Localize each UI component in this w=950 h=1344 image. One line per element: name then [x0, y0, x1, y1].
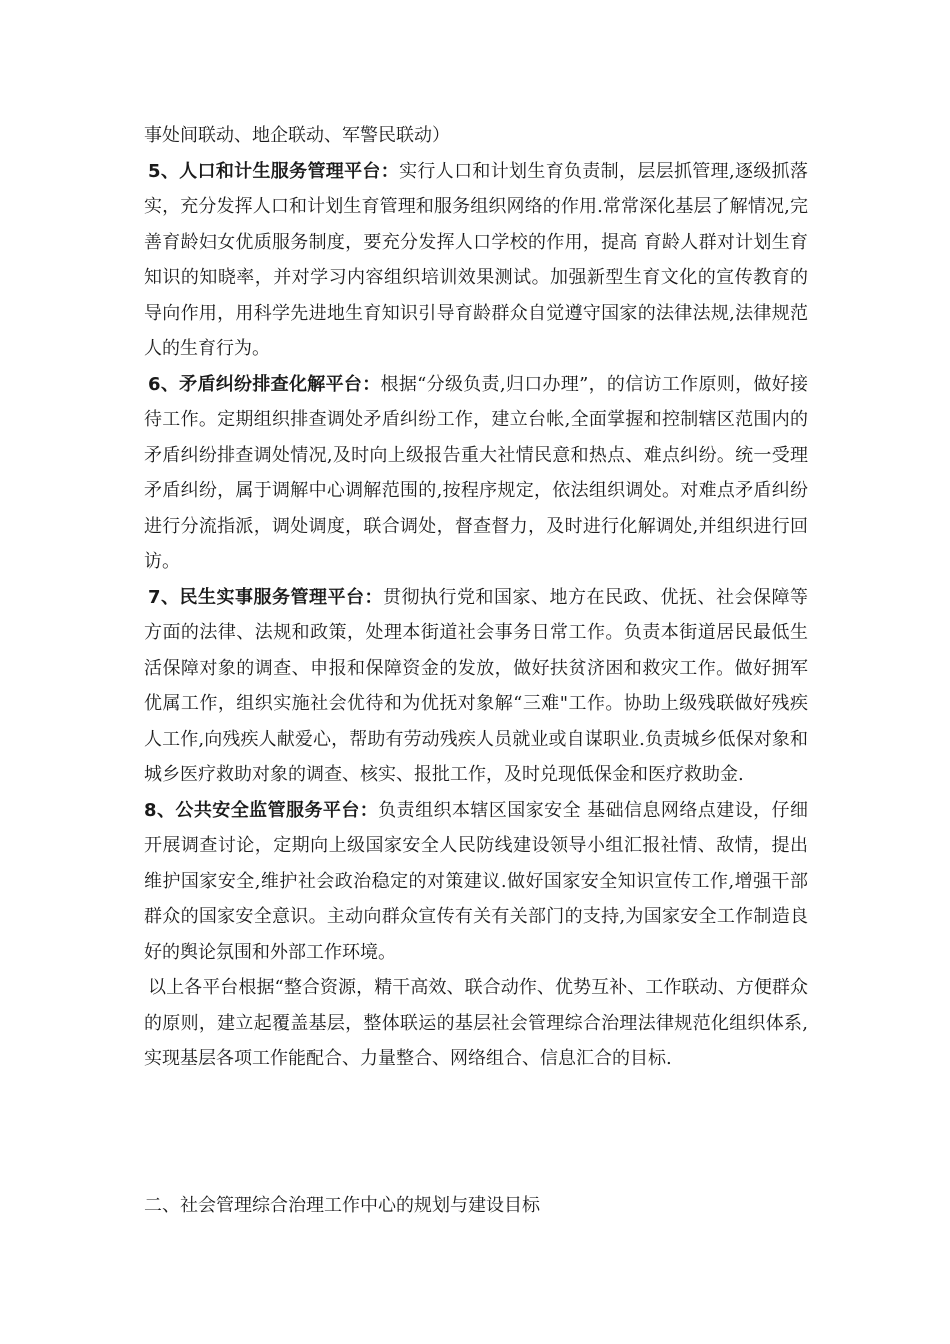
item-dispute-platform: [144, 367, 808, 580]
intro-line: 事处间联动、地企联动、军警民联动）: [144, 125, 450, 146]
item-body: 负责组织本辖区国家安全 基础信息网络点建设，仔细开展调查讨论，定期向上级国家安全人民防线建设领导小组汇报社情、敌情，提出维护国家安全,维护社会政治稳定的对策建议.做好国家安全知识宣传工作,增强干部群众的国家安全意识。主动向群众宣传有关有关部门的支持,为国家安全工作制造良好的舆论氛围和外部工作环境。: [144, 799, 808, 963]
item-heading: 7、民生实事服务管理平台：: [148, 586, 384, 608]
item-heading: 5、人口和计生服务管理平台：: [148, 160, 400, 182]
section-title: 二、社会管理综合治理工作中心的规划与建设目标: [144, 1195, 540, 1216]
item-heading: 8、公共安全监管服务平台：: [144, 799, 379, 821]
item-heading: 6、矛盾纠纷排查化解平台：: [148, 373, 381, 395]
item-body: 实行人口和计划生育负责制，层层抓管理,逐级抓落实，充分发挥人口和计划生育管理和服务组织网络的作用.常常深化基层了解情况,完善育龄妇女优质服务制度，要充分发挥人口学校的作用，提高 育龄人群对计划生育知识的知晓率，并对学习内容组织培训效果测试。加强新型生育文化的宣传教育的导向作用，用科学先进地生育知识引导育龄群众自觉遵守国家的法律法规,法律规范人的生育行为。: [144, 160, 808, 359]
summary-paragraph: 以上各平台根据“整合资源，精干高效、联合动作、优势互补、工作联动、方便群众的原则，建立起覆盖基层，整体联运的基层社会管理综合治理法律规范化组织体系,实现基层各项工作能配合、力量整合、网络组合、信息汇合的目标.: [144, 977, 808, 1069]
item-body: 贯彻执行党和国家、地方在民政、优抚、社会保障等方面的法律、法规和政策，处理本街道社会事务日常工作。负责本街道居民最低生活保障对象的调查、申报和保障资金的发放，做好扶贫济困和救灾工作。做好拥军优属工作，组织实施社会优待和为优抚对象解“三难"工作。协助上级残联做好残疾人工作,向残疾人献爱心，帮助有劳动残疾人员就业或自谋职业.负责城乡低保对象和城乡医疗救助对象的调查、核实、报批工作，及时兑现低保金和医疗救助金.: [144, 586, 808, 785]
item-body: 根据“分级负责,归口办理”，的信访工作原则，做好接待工作。定期组织排查调处矛盾纠纷工作，建立台帐,全面掌握和控制辖区范围内的矛盾纠纷排查调处情况,及时向上级报告重大社情民意和热点、难点纠纷。统一受理矛盾纠纷，属于调解中心调解范围的,按程序规定，依法组织调处。对难点矛盾纠纷进行分流指派，调处调度，联合调处，督查督力，及时进行化解调处,并组织进行回访。: [144, 373, 808, 572]
item-security-platform: [144, 793, 808, 971]
document-body: [144, 118, 808, 1077]
item-livelihood-platform: [144, 580, 808, 793]
item-population-platform: [144, 154, 808, 367]
